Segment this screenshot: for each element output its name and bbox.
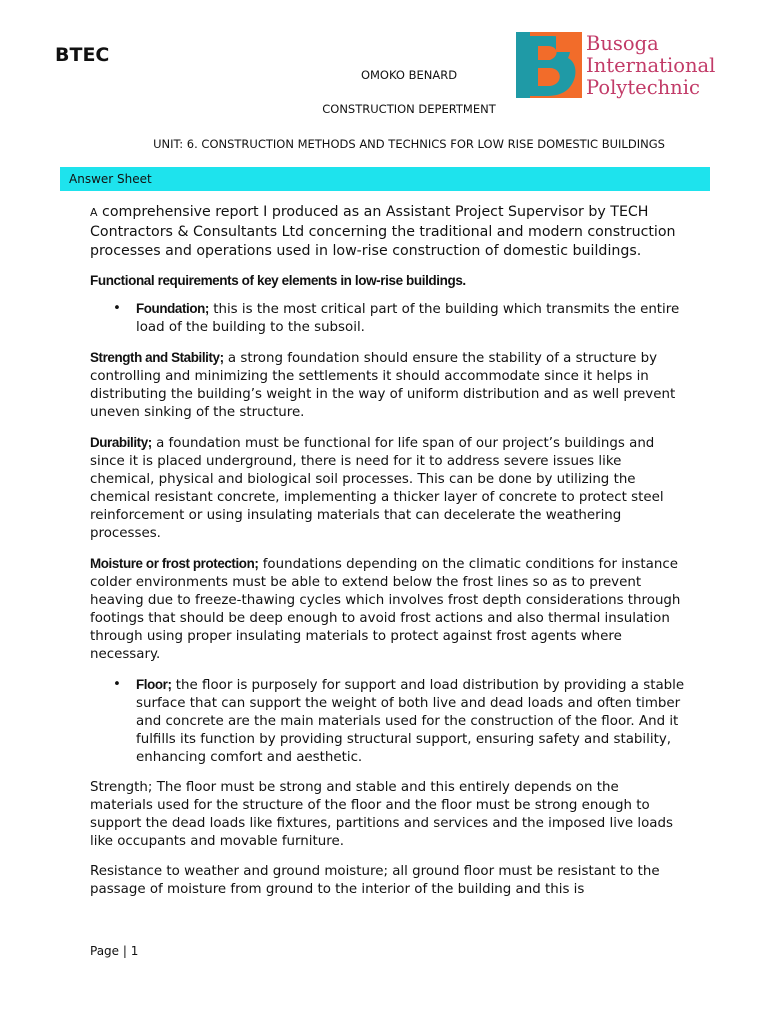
section-heading: Functional requirements of key elements in low-rise buildings. [90, 272, 466, 288]
document-body [90, 203, 685, 911]
durability-text: a foundation must be functional for life span of our project’s buildings and since it is placed underground, there is need for it to address severe issues like chemical, physical and biological soil processes. This can be done by utilizing the chemical resistant concrete, implementing a thicker layer of concrete to protect steel reinforcement or using insulating materials that can decelerate the weathering processes. [90, 435, 664, 541]
logo-line-busoga: Busoga [586, 32, 659, 55]
page-label: Page [90, 944, 120, 958]
moisture-term: Moisture or frost protection; [90, 555, 259, 571]
page-number: 1 [130, 944, 139, 958]
floor-text: the floor is purposely for support and load distribution by providing a stable surface that can support the weight of both live and dead loads and often timber and concrete are the main materials used for the construction of the floor. And it fulfills its function by providing structural support, ensuring safety and stability, enhancing comfort and aesthetic. [136, 677, 685, 765]
author-name: OMOKO BENARD [360, 68, 458, 82]
strength-text: a strong foundation should ensure the stability of a structure by controlling and minimizing the settlements it should accommodate since it helps in distributing the building’s weight in the way of uniform distribution and as well prevent uneven sinking of the structure. [90, 350, 676, 420]
logo-mark-icon [516, 32, 582, 98]
bullet-dot-icon: • [113, 300, 121, 316]
durability-term: Durability; [90, 434, 152, 450]
durability-paragraph [90, 434, 685, 543]
moisture-paragraph [90, 555, 685, 664]
answer-sheet-bar [60, 167, 710, 191]
intro-paragraph [90, 203, 685, 262]
bullet-foundation [90, 300, 685, 337]
floor-strength-paragraph: Strength; The floor must be strong and stable and this entirely depends on the materials used for the structure of the floor and the floor must be strong enough to support the dead loads like fixtures, partitions and services and the imposed live loads like occupants and movable furniture. [90, 779, 673, 849]
resistance-paragraph: Resistance to weather and ground moisture; all ground floor must be resistant to the passage of moisture from ground to the interior of the building and this is [90, 863, 660, 897]
btec-label: BTEC [55, 44, 110, 66]
department-name: CONSTRUCTION DEPERTMENT [322, 102, 496, 116]
intro-first-letter: A [90, 206, 98, 219]
intro-text: comprehensive report I produced as an Assistant Project Supervisor by TECH Contractors & Consultants Ltd concerning the traditional and modern construction processes and operations used in low-rise construction of domestic buildings. [90, 204, 676, 259]
answer-sheet-label: Answer Sheet [69, 172, 152, 186]
foundation-term: Foundation; [136, 300, 209, 316]
logo-text [586, 33, 715, 99]
strength-term: Strength and Stability; [90, 349, 224, 365]
foundation-text: this is the most critical part of the building which transmits the entire load of the building to the subsoil. [136, 301, 680, 335]
logo-line-polytechnic: Polytechnic [586, 76, 700, 99]
logo-line-international: International [586, 54, 716, 77]
bullet-floor [90, 676, 685, 767]
strength-paragraph [90, 349, 685, 422]
moisture-text: foundations depending on the climatic conditions for instance colder environments must be able to extend below the frost lines so as to prevent heaving due to freeze-thawing cycles which involves frost depth considerations through footings that should be deep enough to avoid frost actions and also thermal insulation through using proper insulating materials to protect against frost agents where necessary. [90, 556, 681, 662]
page-footer [90, 944, 138, 958]
page-separator: | [122, 944, 127, 958]
polytechnic-logo [516, 32, 716, 100]
unit-title: UNIT: 6. CONSTRUCTION METHODS AND TECHNICS FOR LOW RISE DOMESTIC BUILDINGS [153, 137, 665, 151]
bullet-dot-icon: • [113, 676, 121, 692]
floor-term: Floor; [136, 676, 172, 692]
